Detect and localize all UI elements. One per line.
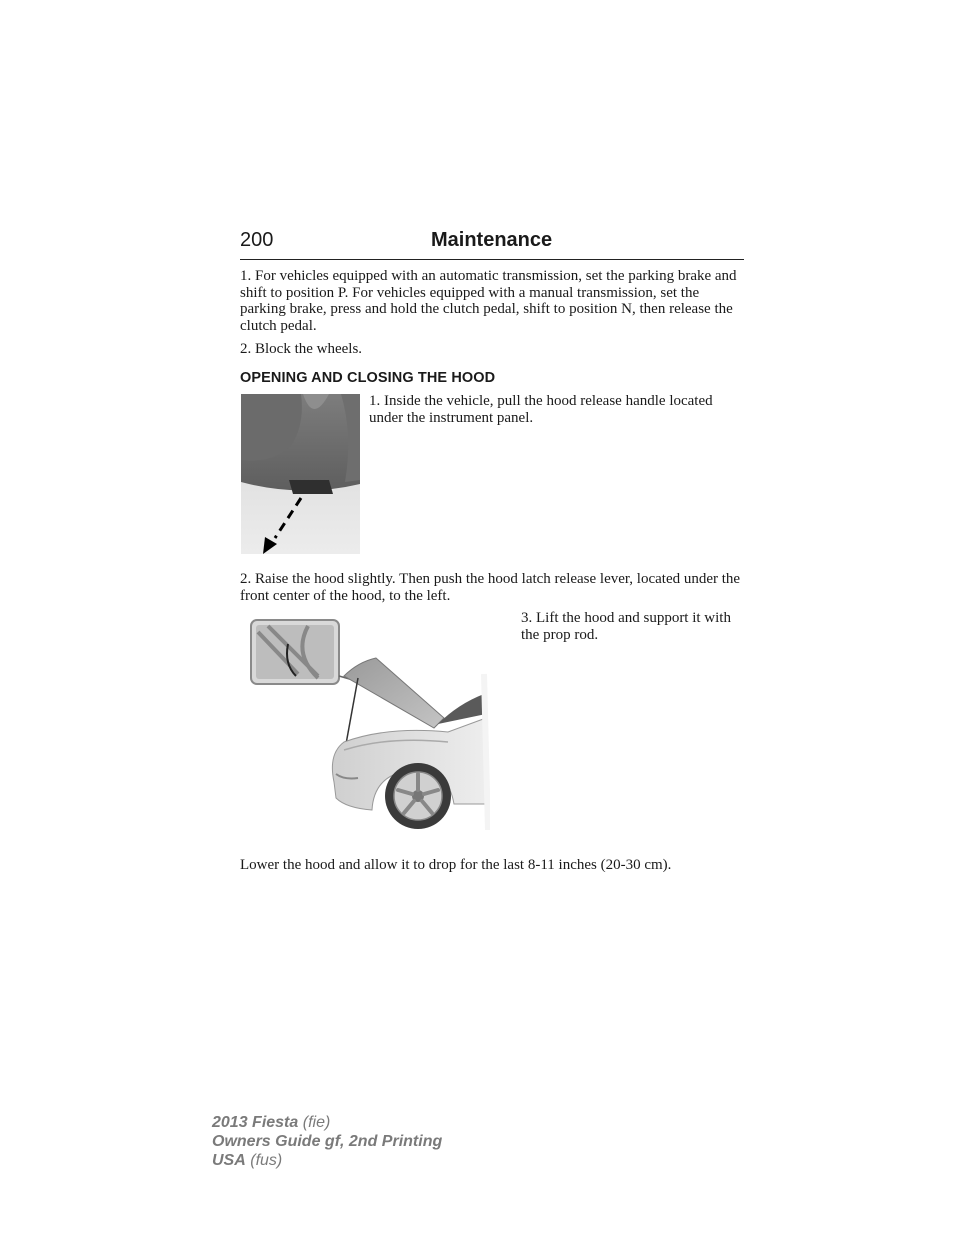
footer-line-3 — [212, 1151, 442, 1170]
hood-step-2: 2. Raise the hood slightly. Then push the hood latch release lever, located under the front center of the hood, to the left. — [240, 571, 741, 604]
page-header — [240, 229, 744, 260]
footer-market: USA — [212, 1152, 246, 1169]
hood-release-handle-illustration — [241, 394, 360, 554]
intro-step-2: 2. Block the wheels. — [240, 341, 363, 357]
footer-line-1 — [212, 1113, 442, 1132]
hood-prop-rod-illustration — [248, 614, 490, 830]
intro-step-1: 1. For vehicles equipped with an automatic transmission, set the parking brake and shift to position P. For vehicles equipped with a manual transmission, set the parking brake, press and hold the clutch pedal, shift to position N, then release the clutch pedal. — [240, 268, 737, 334]
hood-step-1: 1. Inside the vehicle, pull the hood release handle located under the instrument panel. — [369, 393, 713, 426]
page-number: 200 — [240, 229, 274, 251]
section-heading: OPENING AND CLOSING THE HOOD — [240, 370, 496, 386]
footer-model-code: (fie) — [302, 1114, 331, 1131]
chapter-title: Maintenance — [431, 229, 553, 251]
footer-line-2: Owners Guide gf, 2nd Printing — [212, 1133, 443, 1150]
footer-model: 2013 Fiesta — [212, 1114, 299, 1131]
footer-market-code: (fus) — [250, 1152, 283, 1169]
hood-closing-note: Lower the hood and allow it to drop for the last 8-11 inches (20-30 cm). — [240, 857, 672, 873]
document-footer — [212, 1113, 442, 1170]
hood-step-3: 3. Lift the hood and support it with the prop rod. — [521, 610, 731, 643]
